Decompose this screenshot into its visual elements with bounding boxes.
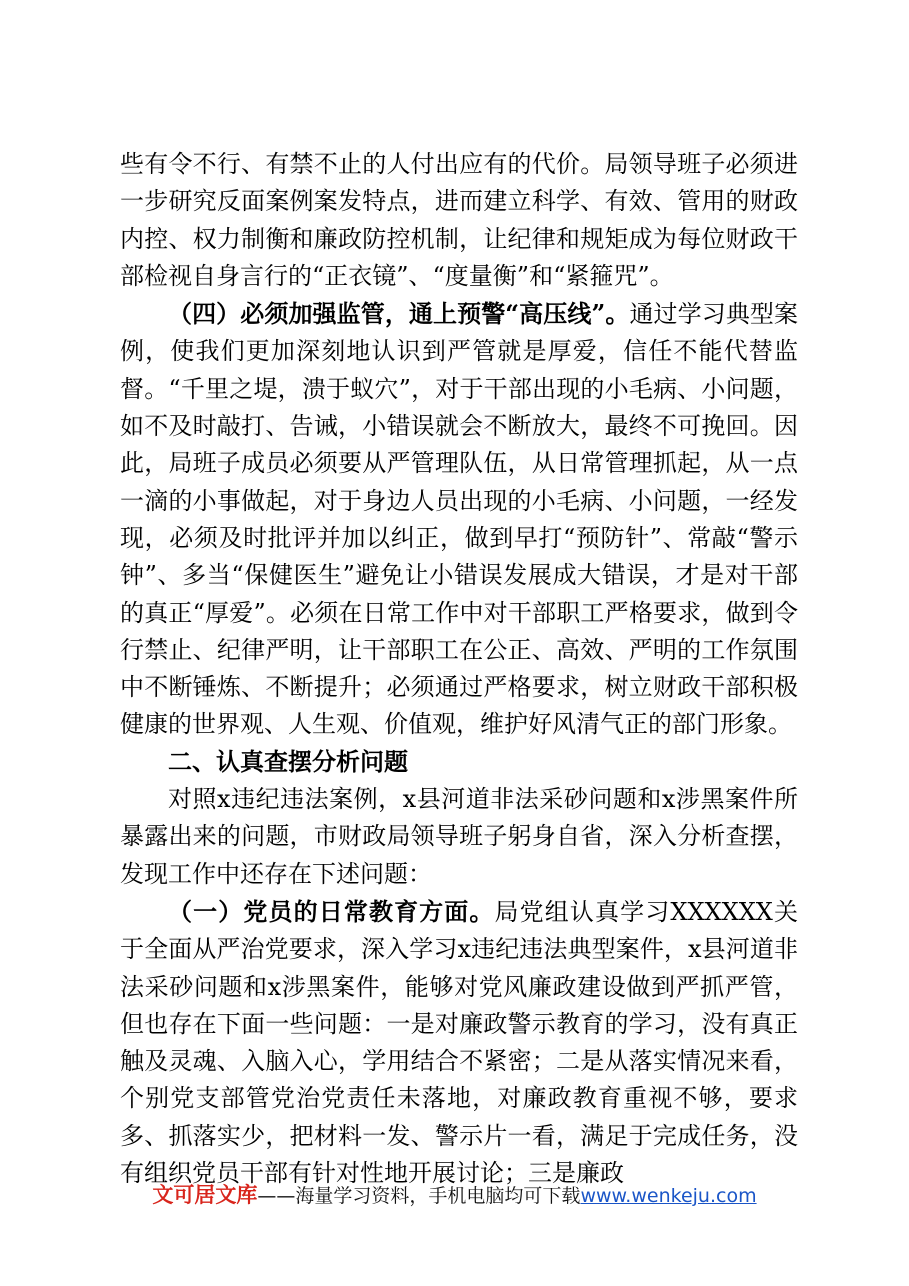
- footer-tagline: ——海量学习资料，手机电脑均可下载: [257, 1185, 581, 1207]
- paragraph-lead: （四）必须加强监管，通上预警“高压线”。: [168, 299, 630, 329]
- section-heading: 二、认真查摆分析问题: [168, 747, 408, 776]
- paragraph-lead: （一）党员的日常教育方面。: [168, 896, 495, 926]
- paragraph-section-four: [120, 295, 798, 744]
- paragraph-text: 些有令不行、有禁不止的人付出应有的代价。局领导班子必须进一步研究反面案例案发特点，进而建立科学、有效、管用的财政内控、权力制衡和廉政防控机制，让纪律和规矩成为每位财政干部检视自身言行的“正衣镜”、“度量衡”和“紧箍咒”。: [120, 150, 798, 290]
- paragraph-text: 通过学习典型案例，使我们更加深刻地认识到严管就是厚爱，信任不能代替监督。“千里之堤，溃于蚁穴”，对于干部出现的小毛病、小问题，如不及时敲打、告诫，小错误就会不断放大，最终不可挽回。因此，局班子成员必须要从严管理队伍，从日常管理抓起，从一点一滴的小事做起，对于身边人员出现的小毛病、小问题，一经发现，必须及时批评并加以纠正，做到早打“预防针”、常敲“警示钟”、多当“保健医生”避免让小错误发展成大错误，才是对干部的真正“厚爱”。必须在日常工作中对干部职工严格要求，做到令行禁止、纪律严明，让干部职工在公正、高效、严明的工作氛围中不断锤炼、不断提升；必须通过严格要求，树立财政干部积极健康的世界观、人生观、价值观，维护好风清气正的部门形象。: [120, 300, 799, 739]
- paragraph-continuation: [120, 146, 798, 295]
- paragraph-text: 对照x违纪违法案例，x县河道非法采砂问题和x涉黑案件所暴露出来的问题，市财政局领导班子躬身自省，深入分析查摆，发现工作中还存在下述问题：: [120, 785, 798, 888]
- footer-brand: 文可居文库: [152, 1183, 258, 1207]
- paragraph-subsection-one: [120, 893, 798, 1192]
- document-body: [120, 146, 798, 1192]
- footer-link[interactable]: www.wenkeju.com: [580, 1185, 757, 1207]
- paragraph-text: 局党组认真学习XXXXXX关于全面从严治党要求，深入学习x违纪违法典型案件，x县河道非法采砂问题和x涉黑案件，能够对党风廉政建设做到严抓严管，但也存在下面一些问题：一是对廉政警示教育的学习，没有真正触及灵魂、入脑入心，学用结合不紧密；二是从落实情况来看，个别党支部管党治党责任未落地，对廉政教育重视不够，要求多、抓落实少，把材料一发、警示片一看，满足于完成任务，没有组织党员干部有针对性地开展讨论；三是廉政: [120, 897, 799, 1188]
- footer-banner: [0, 1180, 909, 1211]
- paragraph-intro: [120, 781, 798, 893]
